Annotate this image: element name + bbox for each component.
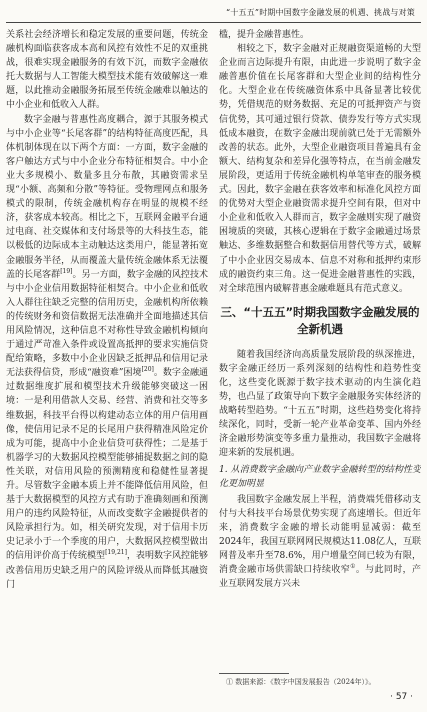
- page-number: · 57 ·: [390, 692, 413, 702]
- text-run: 。另一方面，数字金融的风控技术与中小企业信用数据特征相契合。中小企业和低收入人群往往缺乏完整的信用历史，金融机构所依赖的传统财务和资信数据无法准确并全面地描述其信用风险情况，这种信息不对称性导致金融机构倾向于通过严苛准入条件或设置高抵押的要求实施信贷配给策略，多数中小企业因缺乏抵押品和信用记录无法获得信贷，形成“融资难”困境: [6, 269, 208, 379]
- paragraph: 关系社会经济增长和稳定发展的重要问题，传统金融机构面临获客成本高和风控有效性不足的双重挑战，很难实现金融服务的有效下沉，而数字金融依托大数据与人工智能大模型技术能有效破解这一难题，以此推动金融服务拓展至传统金融难以触达的中小企业和低收入人群。: [6, 30, 208, 111]
- citation: [19,21]: [105, 549, 127, 557]
- citation: [19]: [60, 267, 73, 275]
- right-column: [219, 28, 421, 668]
- paragraph: 相较之下，数字金融对正规融资渠道畅的大型企业而言边际提升有限，由此进一步说明了数字金融普惠价值在长尾客群和大型企业间的结构性分化。大型企业在传统融资体系中具备显著比较优势，凭借规范的财务数据、充足的可抵押资产与资信优势，其可通过银行贷款、债券发行等方式实现低成本融资，在数字金融出现前就已处于无需额外改善的状态。此外，大型企业融资项目普遍具有金额大、结构复杂和差异化强等特点，在当前金融发展阶段，更适用于传统金融机构单笔审查的服务模式。因此，数字金融在获客效率和标准化风控方面的优势对大型企业融资需求提升空间有限，但对中小企业和低收入人群而言，数字金融则实现了融资困境质的突破，其核心逻辑在于数字金融通过场景触达、多维数据整合和数据信用替代等方式，破解了中小企业因交易成本、信息不对称和抵押约束形成的融资约束三角。这一促进金融普惠性的实践，对全球范围内破解普惠金融难题具有范式意义。: [219, 44, 421, 294]
- footnote-marker: ①: [350, 563, 356, 571]
- subsection-title: 1. 从消费数字金融向产业数字金融转型的结构性变化更加明显: [219, 464, 421, 489]
- paragraph: 槛，提升金融普惠性。: [219, 30, 310, 40]
- text-run: 。与此同时，产业互联网发展方兴未: [219, 565, 421, 590]
- footnote-rule: [219, 673, 289, 674]
- text-run: 我国数字金融发展上半程，消费端凭借移动支付与大科技平台场景优势实现了高速增长。但近年来，消费数字金融的增长动能明显减弱：截至2024年，我国互联网网民规模达11.08亿人，互联网普及率升至78.6%，用户增量空间已较为有限，消费金融市场供需缺口持续收窄: [219, 494, 421, 576]
- paragraph: [219, 493, 421, 592]
- text-run: 。数字金融通过数据维度扩展和模型技术升级能够突破这一困境：一是利用借款人交易、经营、消费和社交等多维数据，科技平台得以构建动态立体的用户信用画像，使信用记录不足的长尾用户获得精准风险定价成为可能，提高中小企业信贷可获得性；二是基于机器学习的大数据风控模型能够捕捉数据之间的隐性关联，对信用风险的预测精度和稳健性显著提升。尽管数字金融本质上并不能降低信用风险，但基于大数据模型的风控方式有助于准确刻画和预测用户的违约风险特征，从而改变数字金融提供者的风险承担行为。如，相关研究发现，对于信用卡历史记录小于一个季度的用户，大数据风控模型做出的信用评价高于传统模型: [6, 368, 208, 562]
- text-run: 数字金融与普惠性高度耦合，源于其服务模式与中小企业等“长尾客群”的结构特征高度匹配，具体机制体现在以下两个方面：一方面，数字金融的客户触达方式与中小企业分布特征相契合。中小企业大多规模小、数量多且分布散，其融资需求呈现“小额、高频和分散”等特征。受物理网点和服务模式的限制，传统金融机构存在明显的规模不经济，获客成本较高。相比之下，互联网金融平台通过电商、社交媒体和支付场景等的大科技生态，能以极低的边际成本主动触达这类用户，能显著拓宽金融服务半径，从而覆盖大量传统金融体系无法覆盖的长尾客群: [6, 114, 208, 280]
- section-title: 三、“十五五”时期我国数字金融发展的全新机遇: [220, 304, 420, 336]
- running-header: [0, 0, 427, 22]
- paragraph: [6, 113, 208, 592]
- left-column: [6, 28, 208, 668]
- citation: [20]: [141, 366, 154, 374]
- running-title: “十五五”时期中国数字金融发展的机遇、挑战与对策: [226, 8, 415, 17]
- paragraph: 随着我国经济向高质量发展阶段的纵深推进，数字金融正经历一系列深刻的结构性和趋势性变化，这些变化既源于数字技术驱动的内生演化趋势，也凸显了政策导向下数字金融服务实体经济的战略转型趋势。“十五五”时期，这些趋势变化将持续深化，同时，受新一轮产业革命变革、国内外经济金融形势演变等多重力量推动，我国数字金融将迎来新的发展机遇。: [219, 349, 421, 459]
- text-run: ，表明数字风控能够改善信用历史缺乏用户的风险评级从而降低其融资门: [6, 551, 208, 590]
- footnote: ① 数据来源：《数字中国发展报告（2024年）》。: [226, 678, 376, 686]
- header-rule: [6, 22, 421, 23]
